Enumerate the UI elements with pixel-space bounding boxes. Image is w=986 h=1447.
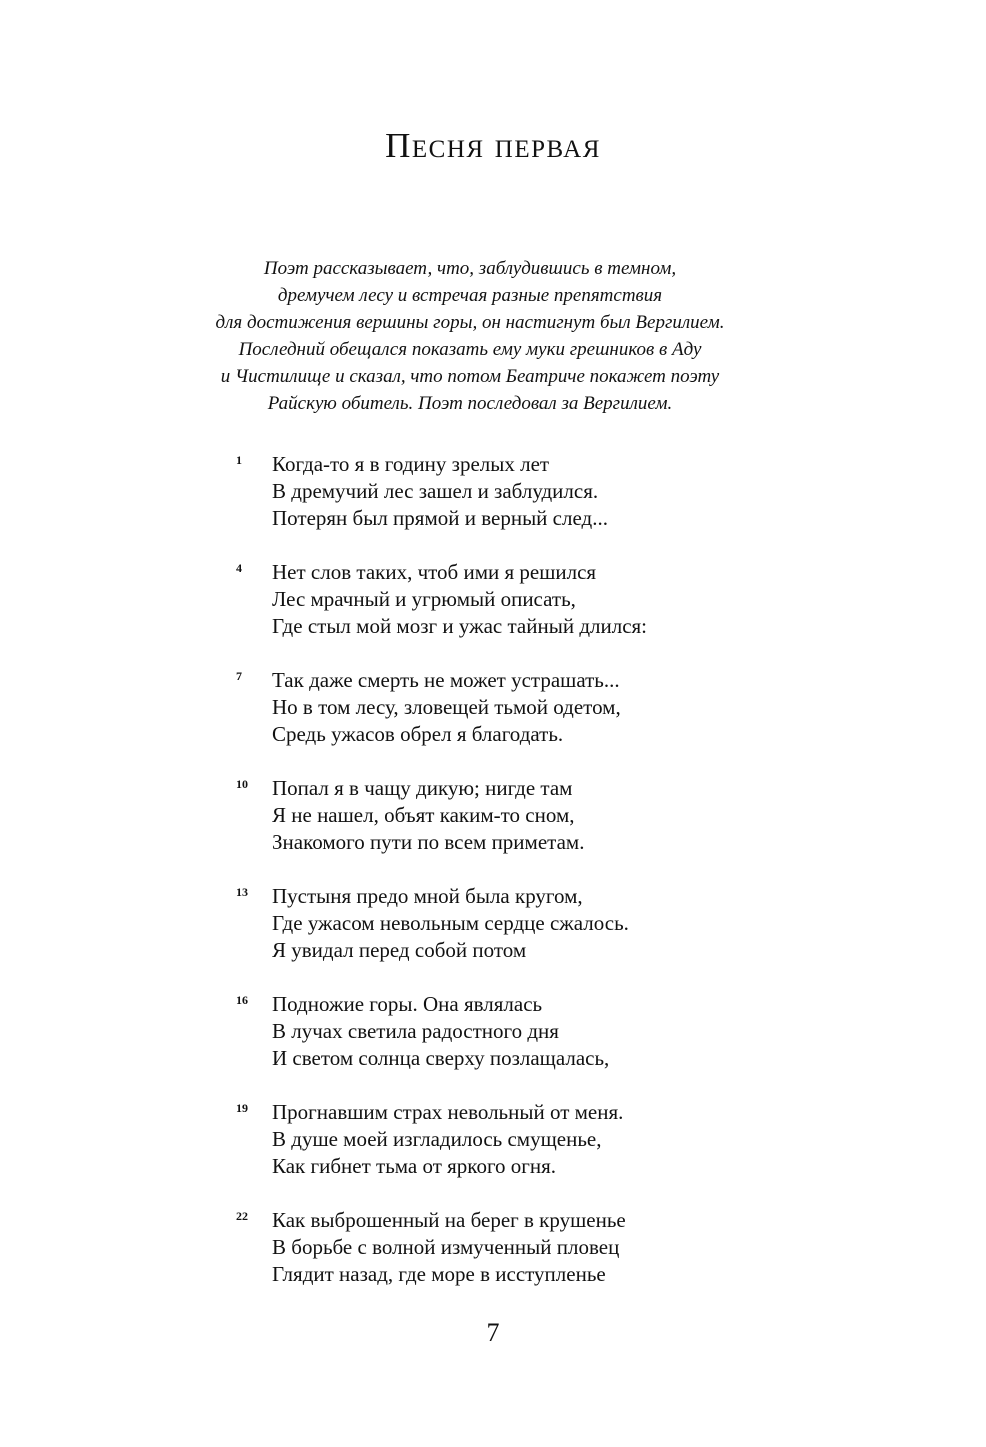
- stanza: [236, 667, 756, 775]
- summary-line: Поэт рассказывает, что, заблудившись в темном,: [263, 258, 677, 279]
- stanza: [236, 775, 756, 883]
- verse-line: Подножие горы. Она являлась: [272, 992, 543, 1016]
- summary-line: и Чистилище и сказал, что потом Беатриче покажет поэту: [220, 366, 720, 387]
- verse-line: Так даже смерть не может устрашать...: [272, 668, 620, 692]
- verse-line: Лес мрачный и угрюмый описать,: [272, 587, 576, 611]
- stanza: [236, 1099, 756, 1207]
- stanza: [236, 559, 756, 667]
- verse-line: В лучах светила радостного дня: [272, 1019, 559, 1043]
- stanza: [236, 883, 756, 991]
- verse-line: Когда-то я в годину зрелых лет: [272, 452, 550, 476]
- verse-number: 7: [236, 669, 242, 683]
- page-number: 7: [486, 1318, 500, 1347]
- summary-line: дремучем лесу и встречая разные препятствия: [277, 285, 663, 306]
- canto-summary: [180, 255, 760, 417]
- verse-number: 13: [236, 885, 248, 899]
- verse-line: Средь ужасов обрел я благодать.: [272, 722, 564, 746]
- canto-title: Песня первая: [385, 126, 601, 165]
- verse-line: Где ужасом невольным сердце сжалось.: [272, 911, 629, 935]
- summary-line: для достижения вершины горы, он настигнут был Вергилием.: [215, 312, 725, 333]
- verse-number: 22: [236, 1209, 248, 1223]
- verse-line: Прогнавшим страх невольный от меня.: [272, 1100, 624, 1124]
- verse-line: Где стыл мой мозг и ужас тайный длился:: [272, 614, 648, 638]
- stanza: [236, 1207, 756, 1315]
- verse-line: Нет слов таких, чтоб ими я решился: [272, 560, 597, 584]
- verse-line: Попал я в чащу дикую; нигде там: [272, 776, 573, 800]
- summary-line: Последний обещался показать ему муки грешников в Аду: [238, 339, 702, 360]
- verse-number: 16: [236, 993, 248, 1007]
- stanza: [236, 991, 756, 1099]
- verse-number: 4: [236, 561, 242, 575]
- stanza: [236, 451, 756, 559]
- verse-line: Пустыня предо мной была кругом,: [272, 884, 583, 908]
- verse-line: Знакомого пути по всем приметам.: [272, 830, 585, 854]
- verse-line: Как выброшенный на берег в крушенье: [272, 1208, 626, 1232]
- verse-number: 1: [236, 453, 242, 467]
- verse-line: И светом солнца сверху позлащалась,: [272, 1046, 610, 1070]
- verse-line: В дремучий лес зашел и заблудился.: [272, 479, 599, 503]
- verse-line: Я не нашел, объят каким-то сном,: [272, 803, 575, 827]
- verse-number: 10: [236, 777, 248, 791]
- verse-line: Как гибнет тьма от яркого огня.: [272, 1154, 557, 1178]
- verse-line: Глядит назад, где море в исступленье: [272, 1262, 606, 1286]
- verse-line: В борьбе с волной измученный пловец: [272, 1235, 620, 1259]
- poem-body: [236, 451, 756, 1315]
- verse-line: В душе моей изгладилось смущенье,: [272, 1127, 602, 1151]
- verse-line: Я увидал перед собой потом: [272, 938, 527, 962]
- verse-line: Но в том лесу, зловещей тьмой одетом,: [272, 695, 621, 719]
- verse-line: Потерян был прямой и верный след...: [272, 506, 608, 530]
- summary-line: Райскую обитель. Поэт последовал за Вергилием.: [267, 393, 673, 414]
- verse-number: 19: [236, 1101, 248, 1115]
